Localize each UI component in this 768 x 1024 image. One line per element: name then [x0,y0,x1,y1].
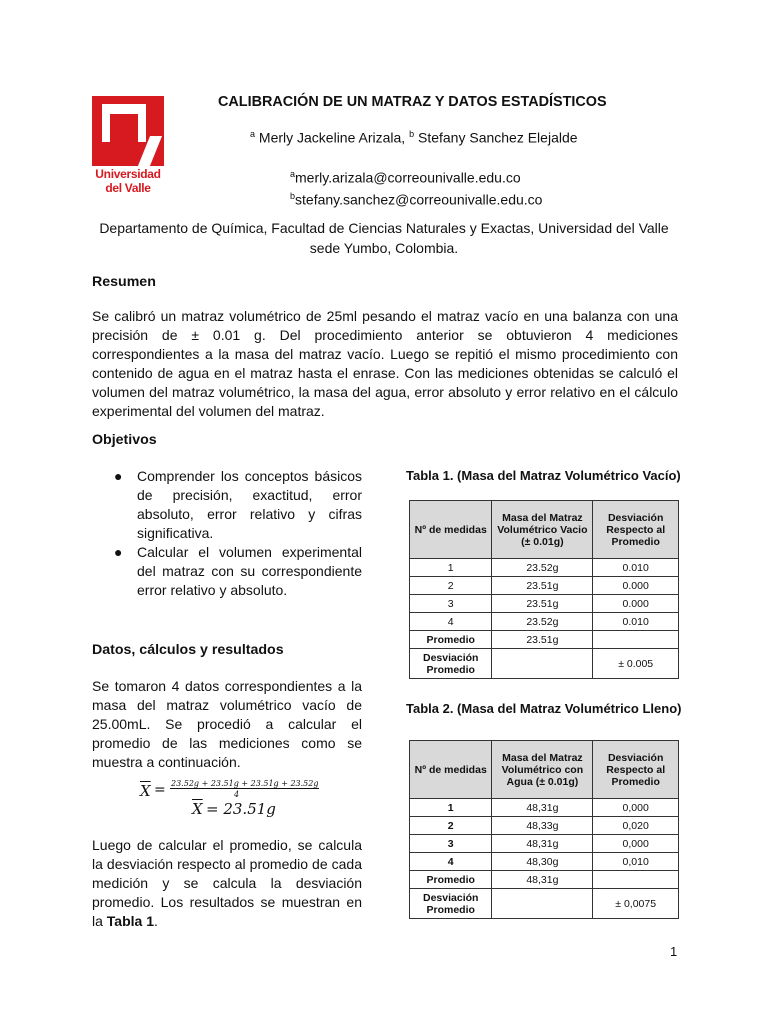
table-cell: Desviación Promedio [410,889,492,919]
list-item [92,467,362,543]
logo-emblem [92,96,164,166]
table-header-cell: Desviación Respecto al Promedio [593,741,679,799]
table-header-cell: Desviación Respecto al Promedio [593,501,679,559]
tabla1-reference: Tabla 1 [106,913,154,929]
table-row [410,853,679,871]
formula-result: = 23.51g [206,800,276,818]
email-b-sup: b [290,190,296,201]
table-cell: Promedio [410,631,492,649]
email-b: stefany.sanchez@correounivalle.edu.co [295,191,543,208]
email-a-sup: a [290,169,296,179]
objetivos-heading: Objetivos [92,432,157,448]
table-cell: 23.52g [492,613,593,631]
table-row [410,577,679,595]
table-cell [492,649,593,679]
table-cell: 3 [410,835,492,853]
table-cell: 0,000 [593,835,679,853]
table-cell: 0.010 [593,613,679,631]
table-row [410,835,679,853]
para2-text: Luego de calcular el promedio, se calcula la desviación respecto al promedio de cada medición y se calcula la desviación promedio. Los resultados se muestran en la [92,837,362,929]
table-cell: 48,31g [492,871,593,889]
tabla1 [409,500,679,679]
formula-result-symbol: $\overline{X}$ [192,800,203,818]
datos-paragraph-1: Se tomaron 4 datos correspondientes a la masa del matraz volumétrico vacío de 25.00mL. Se procedió a calcular el promedio de las mediciones como se muestra a continuación. [92,678,362,770]
table-cell: Desviación Promedio [410,649,492,679]
paper-title: CALIBRACIÓN DE UN MATRAZ Y DATOS ESTADÍSTICOS [218,94,607,110]
table-cell: 3 [410,595,492,613]
table-cell: 0.010 [593,559,679,577]
list-item [92,543,362,600]
datos-paragraph-2 [92,836,362,931]
emails [290,165,542,208]
logo-line-2: del Valle [105,181,151,195]
table-cell: ± 0.005 [593,649,679,679]
datos-heading: Datos, cálculos y resultados [92,642,284,658]
author-a-sup: a [250,129,256,139]
table-row [410,817,679,835]
university-logo [92,96,164,200]
table-cell: ± 0,0075 [593,889,679,919]
para2-end: . [154,913,158,929]
tabla1-caption: Tabla 1. (Masa del Matraz Volumétrico Vacío) [406,468,681,483]
table-cell: 23.51g [492,595,593,613]
table-cell [593,871,679,889]
logo-text [92,167,164,195]
table-cell: 48,31g [492,835,593,853]
table-row [410,871,679,889]
table-cell: 1 [410,799,492,817]
department [92,218,676,258]
table-cell: 48,33g [492,817,593,835]
department-line-2: sede Yumbo, Colombia. [309,240,459,256]
table-cell: Promedio [410,871,492,889]
table-cell: 48,31g [492,799,593,817]
email-a: merly.arizala@correounivalle.edu.co [295,169,521,186]
table-cell: 48,30g [492,853,593,871]
table-row [410,613,679,631]
table-cell [492,889,593,919]
table-header-cell: Nº de medidas [410,741,492,799]
page-number: 1 [670,944,678,959]
objetivo-text: Calcular el volumen experimental del matraz con su correspondiente error relativo y absoluto. [137,544,362,598]
table-cell: 2 [410,817,492,835]
table-cell: 1 [410,559,492,577]
table-row [410,631,679,649]
objetivo-text: Comprender los conceptos básicos de precisión, exactitud, error absoluto, error relativo y cifras significativa. [137,468,362,541]
resumen-text: Se calibró un matraz volumétrico de 25ml pesando el matraz vacío en una balanza con una precisión de ± 0.01 g. Del procedimiento anterior se obtuvieron 4 mediciones correspondientes a la masa del matraz vacío. Luego se repitió el mismo procedimiento con contenido de agua en el matraz hasta el enrase. Con las mediciones obtenidas se calculó el volumen del matraz volumétrico, la masa del agua, error absoluto y error relativo en el cálculo experimental del volumen del matraz. [92,308,678,419]
table-cell: 23.51g [492,631,593,649]
table-cell: 23.51g [492,577,593,595]
logo-line-1: Universidad [95,167,161,181]
table-cell: 0,020 [593,817,679,835]
table-header-cell: Masa del Matraz Volumétrico Vacio (± 0.01g) [492,501,593,559]
author-b-sup: b [409,129,415,139]
formula-equals: = [154,782,166,798]
table-row [410,595,679,613]
objetivos-list [92,467,362,600]
resumen-heading: Resumen [92,274,156,290]
formula-numerator: 23.52g + 23.51g + 23.51g + 23.52g [171,779,319,788]
table-cell: 23.52g [492,559,593,577]
table-header-row [410,501,679,559]
average-formula [140,776,360,822]
table-cell: 0.000 [593,595,679,613]
table-header-row [410,741,679,799]
table-header-cell: Masa del Matraz Volumétrico con Agua (± 0.01g) [492,741,593,799]
table-cell: 0,010 [593,853,679,871]
department-line-1: Departamento de Química, Facultad de Ciencias Naturales y Exactas, Universidad del Valle [99,220,669,236]
authors [250,129,578,146]
table-cell: 0.000 [593,577,679,595]
table-cell: 0,000 [593,799,679,817]
table-cell: 4 [410,853,492,871]
tabla2 [409,740,679,919]
table-header-cell: Nº de medidas [410,501,492,559]
bullet-icon: ● [114,468,123,484]
author-a: Merly Jackeline Arizala, [258,129,406,146]
table-cell: 2 [410,577,492,595]
table-row [410,799,679,817]
formula-mean-symbol: $\overline{X}$ [140,782,151,800]
author-b: Stefany Sanchez Elejalde [417,129,578,146]
formula-denominator: 4 [234,790,240,799]
table-row [410,559,679,577]
tabla2-caption: Tabla 2. (Masa del Matraz Volumétrico Lleno) [406,701,682,716]
table-row [410,649,679,679]
bullet-icon: ● [114,544,123,560]
table-cell: 4 [410,613,492,631]
table-row [410,889,679,919]
table-cell [593,631,679,649]
